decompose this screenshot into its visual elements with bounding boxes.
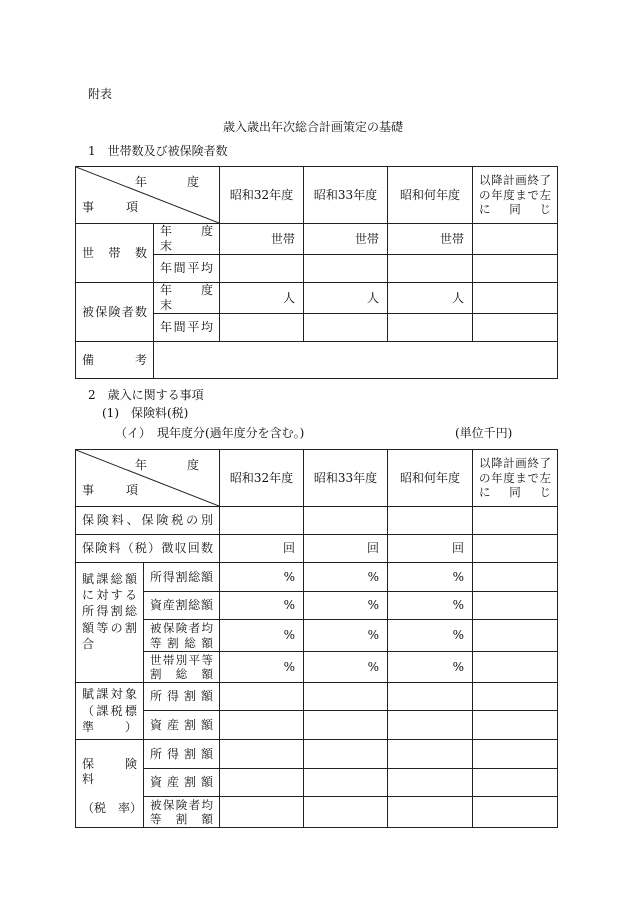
item-label: 事 項: [82, 200, 149, 214]
empty-cell: [220, 507, 304, 535]
cell-unit-percent: %: [388, 592, 473, 620]
empty-cell: [304, 711, 388, 740]
cell-unit-household: 世帯: [304, 224, 388, 255]
cell-unit-percent: %: [304, 563, 388, 592]
label-household-ratio: 世帯別平等割総額: [144, 652, 220, 683]
label-income-base: 所得割額: [144, 683, 220, 711]
col-year-32: 昭和32年度: [220, 450, 304, 507]
cell-unit-household: 世帯: [220, 224, 304, 255]
empty-cell: [473, 740, 558, 769]
col-later-years: 以降計画終了の年度まで左に同じ: [473, 450, 558, 507]
empty-cell: [388, 769, 473, 797]
header-diagonal-cell: [76, 167, 220, 224]
empty-cell: [388, 255, 473, 283]
empty-cell: [388, 314, 473, 342]
premium-table: [75, 449, 558, 828]
cell-unit-percent: %: [388, 620, 473, 652]
cell-unit-percent: %: [220, 592, 304, 620]
empty-cell: [473, 683, 558, 711]
section-1-heading: 1 世帯数及び被保険者数: [88, 144, 228, 158]
label-asset-ratio: 資産割総額: [144, 592, 220, 620]
label-per-capita-rate: 被保険者均等割額: [144, 797, 220, 828]
empty-cell: [388, 711, 473, 740]
empty-cell: [220, 255, 304, 283]
empty-cell: [304, 314, 388, 342]
cell-unit-percent: %: [304, 592, 388, 620]
col-later-years: 以降計画終了の年度まで左に同じ: [473, 167, 558, 224]
subsection-2-heading: （イ） 現年度分(過年度分を含む。): [115, 426, 305, 440]
group-assessment-base: 賦課対象（課税標準）: [76, 683, 144, 740]
row-premium-type: 保険料、保険税の別: [76, 507, 220, 535]
col-year-n: 昭和何年度: [388, 167, 473, 224]
cell-unit-percent: %: [388, 652, 473, 683]
row-collection-count: 保険料（税）徴収回数: [76, 535, 220, 563]
cell-unit-person: 人: [304, 283, 388, 314]
empty-cell: [473, 507, 558, 535]
empty-cell: [304, 740, 388, 769]
cell-unit-person: 人: [388, 283, 473, 314]
cell-unit-times: 回: [304, 535, 388, 563]
unit-label: (単位千円): [455, 426, 513, 440]
cell-unit-times: 回: [388, 535, 473, 563]
empty-cell: [220, 769, 304, 797]
item-label: 事 項: [82, 483, 149, 497]
empty-cell: [473, 283, 558, 314]
row-households: 世 帯 数: [76, 224, 154, 283]
cell-unit-percent: %: [220, 620, 304, 652]
empty-cell: [473, 592, 558, 620]
header-diagonal-cell: [76, 450, 220, 507]
empty-cell: [473, 535, 558, 563]
cell-unit-percent: %: [220, 652, 304, 683]
label-per-capita-ratio: 被保険者均等割総額: [144, 620, 220, 652]
empty-cell: [473, 652, 558, 683]
year-label: 年 度: [134, 175, 213, 189]
label-income-ratio: 所得割総額: [144, 563, 220, 592]
empty-cell: [388, 683, 473, 711]
col-year-33: 昭和33年度: [304, 167, 388, 224]
empty-cell: [304, 507, 388, 535]
cell-unit-percent: %: [220, 563, 304, 592]
appendix-label: 附表: [88, 87, 113, 101]
empty-cell: [388, 740, 473, 769]
year-label: 年 度: [134, 458, 213, 472]
tax-rate-label-1: 保 険 料: [82, 757, 150, 786]
row-remarks: 備 考: [76, 342, 154, 379]
cell-unit-household: 世帯: [388, 224, 473, 255]
subsection-1-heading: (1) 保険料(税): [102, 406, 189, 420]
cell-unit-percent: %: [304, 652, 388, 683]
label-annual-average: 年間平均: [154, 314, 220, 342]
label-annual-average: 年間平均: [154, 255, 220, 283]
empty-cell: [473, 224, 558, 255]
col-year-33: 昭和33年度: [304, 450, 388, 507]
empty-cell: [304, 797, 388, 828]
empty-cell: [473, 563, 558, 592]
empty-cell: [220, 683, 304, 711]
empty-cell: [473, 314, 558, 342]
empty-cell: [473, 711, 558, 740]
cell-unit-percent: %: [388, 563, 473, 592]
group-tax-rate: [76, 740, 150, 828]
cell-unit-times: 回: [220, 535, 304, 563]
empty-cell: [220, 711, 304, 740]
empty-cell: [220, 740, 304, 769]
empty-cell: [304, 255, 388, 283]
cell-unit-percent: %: [304, 620, 388, 652]
empty-cell: [473, 769, 558, 797]
label-year-end: 年 度 末: [154, 283, 220, 314]
label-asset-rate: 資産割額: [144, 769, 220, 797]
document-title: 歳入歳出年次総合計画策定の基礎: [223, 120, 404, 134]
row-insured: 被保険者数: [76, 283, 154, 342]
empty-cell: [304, 769, 388, 797]
households-insured-table: [75, 166, 558, 379]
col-year-32: 昭和32年度: [220, 167, 304, 224]
empty-cell: [473, 255, 558, 283]
label-year-end: 年 度 末: [154, 224, 220, 255]
section-2-heading: 2 歳入に関する事項: [88, 388, 204, 402]
empty-cell: [388, 797, 473, 828]
group-assessment-ratio: 賦課総額に対する所得割総額等の割合: [76, 563, 144, 683]
empty-cell: [473, 797, 558, 828]
empty-cell: [220, 314, 304, 342]
empty-cell: [304, 683, 388, 711]
tax-rate-label-2: （税 率）: [82, 801, 143, 815]
remarks-cell: [154, 342, 558, 379]
empty-cell: [220, 797, 304, 828]
col-year-n: 昭和何年度: [388, 450, 473, 507]
label-asset-base: 資産割額: [144, 711, 220, 740]
empty-cell: [388, 507, 473, 535]
empty-cell: [473, 620, 558, 652]
cell-unit-person: 人: [220, 283, 304, 314]
label-income-rate: 所得割額: [144, 740, 220, 769]
